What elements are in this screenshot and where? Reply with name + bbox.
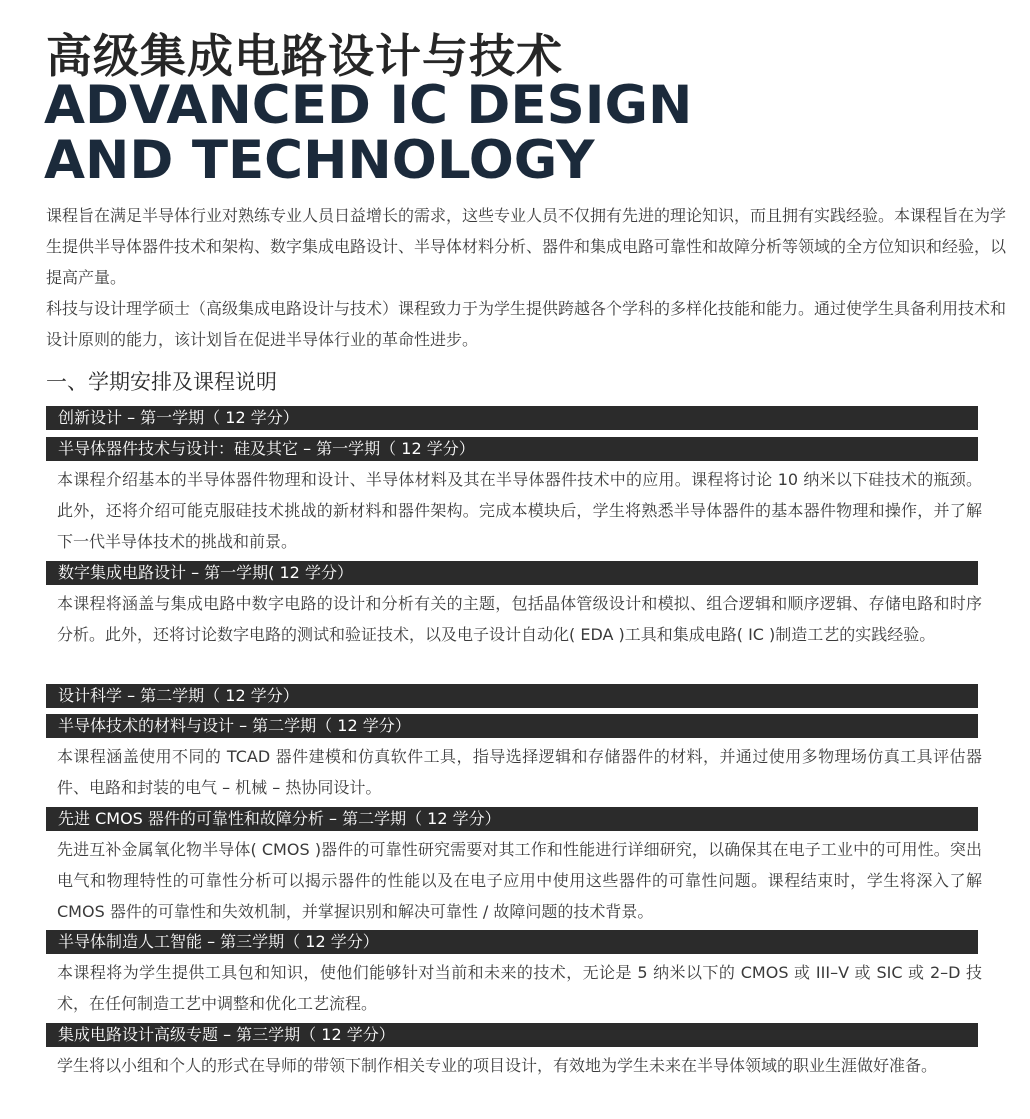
course-description: 学生将以小组和个人的形式在导师的带领下制作相关专业的项目设计，有效地为学生未来在半导体领域的职业生涯做好准备。: [57, 1056, 938, 1075]
course-title-bar: 设计科学 – 第二学期（ 12 学分）: [46, 684, 978, 708]
page-title-english-line-1: ADVANCED IC DESIGN: [44, 75, 693, 136]
course-title-bar: 半导体技术的材料与设计 – 第二学期（ 12 学分）: [46, 714, 978, 738]
page-title-chinese: 高级集成电路设计与技术: [46, 29, 563, 83]
course-description: 先进互补金属氧化物半导体( CMOS )器件的可靠性研究需要对其工作和性能进行详细研究，以确保其在电子工业中的可用性。突出电气和物理特性的可靠性分析可以揭示器件的性能以及在电子应用中使用这些器件的可靠性问题。课程结束时，学生将深入了解 CMOS 器件的可靠性和失效机制，并掌握识别和解决可靠性 / 故障问题的技术背景。: [57, 840, 982, 921]
course-title-bar: 半导体制造人工智能 – 第三学期（ 12 学分）: [46, 930, 978, 954]
course-title-bar: 先进 CMOS 器件的可靠性和故障分析 – 第二学期（ 12 学分）: [46, 807, 978, 831]
course-description: 本课程将涵盖与集成电路中数字电路的设计和分析有关的主题，包括晶体管级设计和模拟、组合逻辑和顺序逻辑、存储电路和时序分析。此外，还将讨论数字电路的测试和验证技术，以及电子设计自动化( EDA )工具和集成电路( IC )制造工艺的实践经验。: [57, 594, 982, 644]
course-description: 本课程介绍基本的半导体器件物理和设计、半导体材料及其在半导体器件技术中的应用。课程将讨论 10 纳米以下硅技术的瓶颈。此外，还将介绍可能克服硅技术挑战的新材料和器件架构。完成本模块后，学生将熟悉半导体器件的基本器件物理和操作，并了解下一代半导体技术的挑战和前景。: [57, 470, 982, 551]
course-title-bar: 半导体器件技术与设计：硅及其它 – 第一学期（ 12 学分）: [46, 437, 978, 461]
course-title-bar: 创新设计 – 第一学期（ 12 学分）: [46, 406, 978, 430]
course-title-bar: 集成电路设计高级专题 – 第三学期（ 12 学分）: [46, 1023, 978, 1047]
intro-paragraph-2: 科技与设计理学硕士（高级集成电路设计与技术）课程致力于为学生提供跨越各个学科的多样化技能和能力。通过使学生具备利用技术和设计原则的能力，该计划旨在促进半导体行业的革命性进步。: [46, 299, 1007, 349]
section-heading: 一、学期安排及课程说明: [46, 370, 277, 394]
course-description: 本课程将为学生提供工具包和知识，使他们能够针对当前和未来的技术，无论是 5 纳米以下的 CMOS 或 III–V 或 SIC 或 2–D 技术，在任何制造工艺中调整和优化工艺流程。: [57, 963, 982, 1013]
course-description: 本课程涵盖使用不同的 TCAD 器件建模和仿真软件工具，指导选择逻辑和存储器件的材料，并通过使用多物理场仿真工具评估器件、电路和封装的电气 – 机械 – 热协同设计。: [57, 747, 982, 797]
intro-paragraph-1: 课程旨在满足半导体行业对熟练专业人员日益增长的需求，这些专业人员不仅拥有先进的理论知识，而且拥有实践经验。本课程旨在为学生提供半导体器件技术和架构、数字集成电路设计、半导体材料分析、器件和集成电路可靠性和故障分析等领域的全方位知识和经验，以提高产量。: [46, 206, 1007, 287]
page-title-english-line-2: AND TECHNOLOGY: [44, 130, 595, 191]
course-title-bar: 数字集成电路设计 – 第一学期( 12 学分）: [46, 561, 978, 585]
